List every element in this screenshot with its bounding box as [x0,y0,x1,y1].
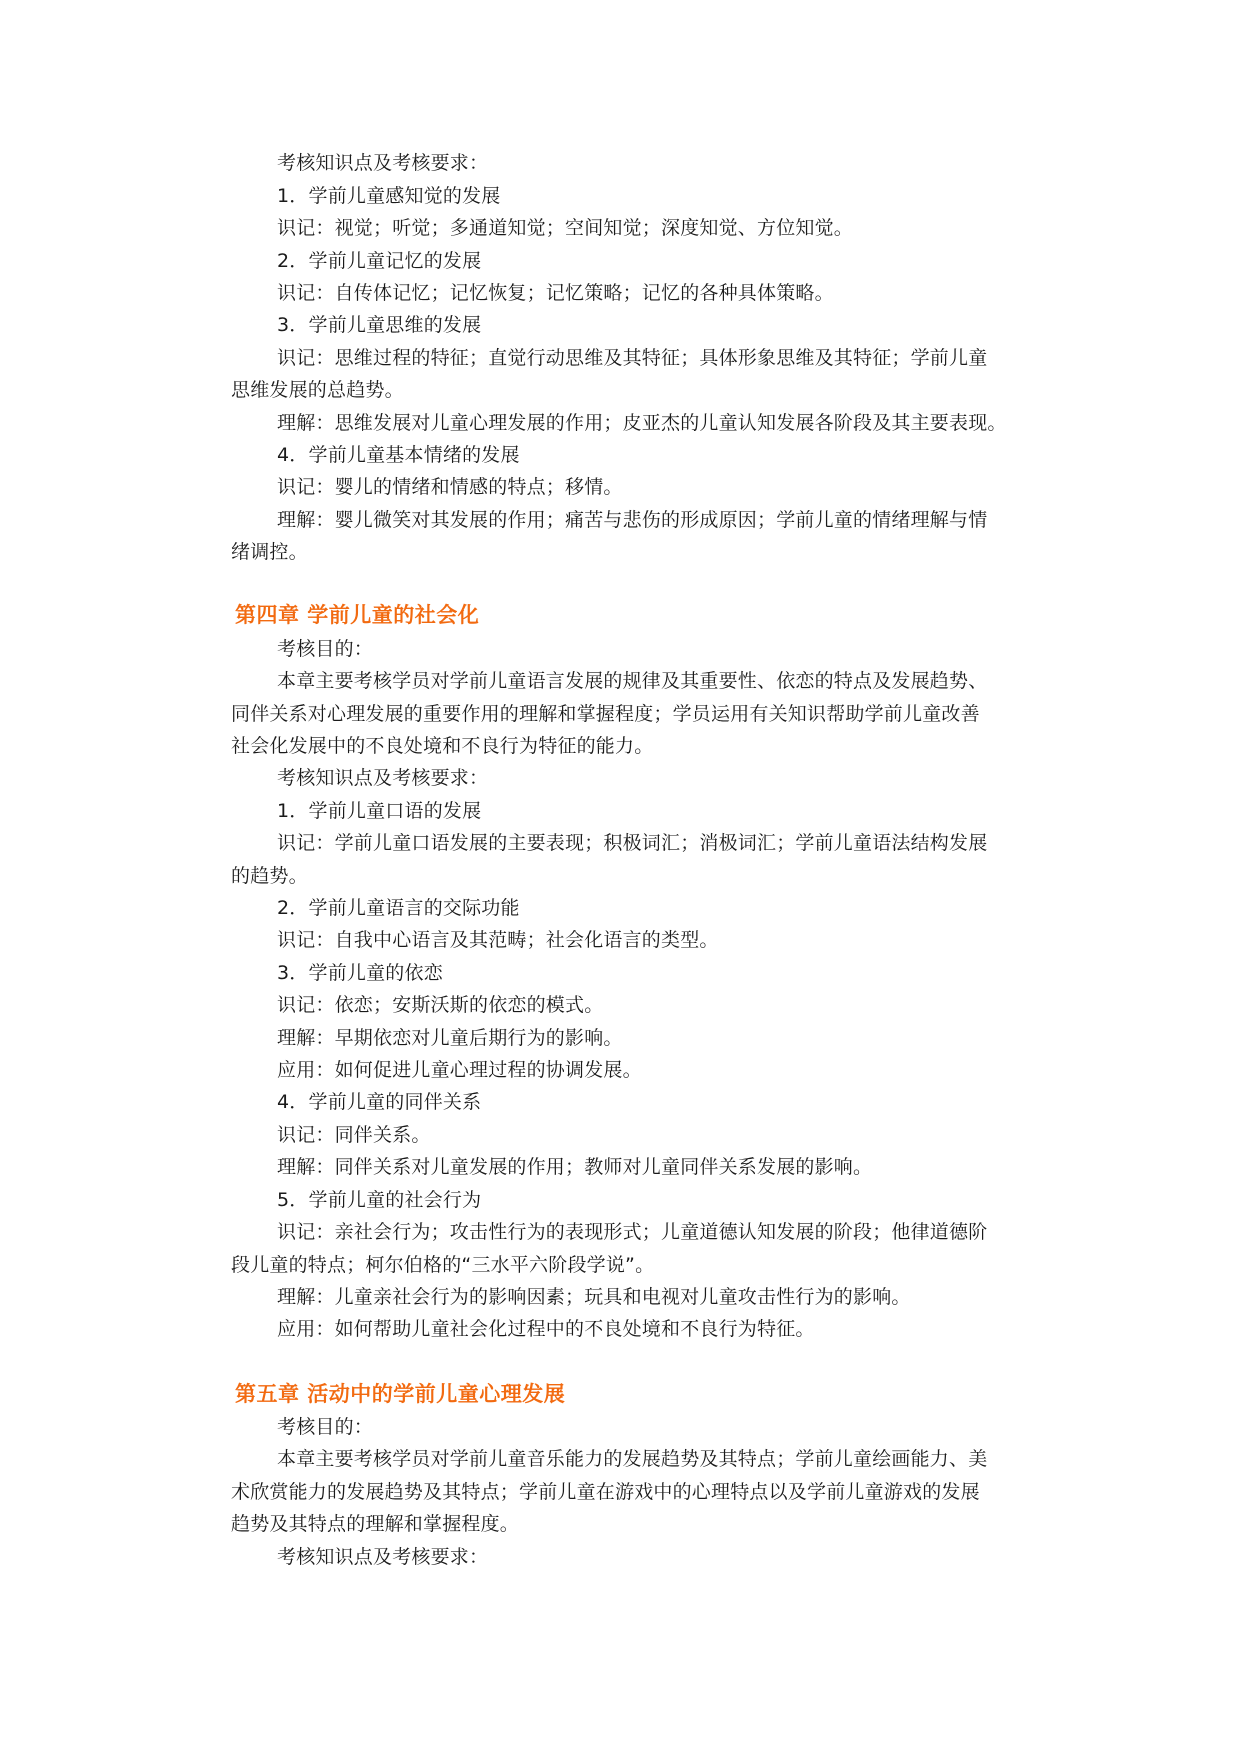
topic-heading: 1．学前儿童感知觉的发展 [277,185,501,207]
text-line: 识记：婴儿的情绪和情感的特点；移情。 [277,476,623,498]
text-line: 同伴关系对心理发展的重要作用的理解和掌握程度；学员运用有关知识帮助学前儿童改善 [231,703,980,725]
text-line: 绪调控。 [231,541,308,563]
text-line: 理解：同伴关系对儿童发展的作用；教师对儿童同伴关系发展的影响。 [277,1156,873,1178]
topic-heading: 2．学前儿童记忆的发展 [277,250,482,272]
text-line: 理解：思维发展对儿童心理发展的作用；皮亚杰的儿童认知发展各阶段及其主要表现。 [277,412,1007,434]
text-line: 思维发展的总趋势。 [231,379,404,401]
text-line: 识记：亲社会行为；攻击性行为的表现形式；儿童道德认知发展的阶段；他律道德阶 [277,1221,988,1243]
text-line: 术欣赏能力的发展趋势及其特点；学前儿童在游戏中的心理特点以及学前儿童游戏的发展 [231,1481,980,1503]
text-line: 理解：儿童亲社会行为的影响因素；玩具和电视对儿童攻击性行为的影响。 [277,1286,911,1308]
requirements-heading: 考核知识点及考核要求： [277,152,489,174]
requirements-heading: 考核知识点及考核要求： [277,767,489,789]
text-line: 识记：自我中心语言及其范畴；社会化语言的类型。 [277,929,719,951]
text-line: 段儿童的特点；柯尔伯格的“三水平六阶段学说”。 [231,1254,655,1276]
text-line: 应用：如何帮助儿童社会化过程中的不良处境和不良行为特征。 [277,1318,815,1340]
chapter-4-title: 第四章 学前儿童的社会化 [235,603,480,627]
topic-heading: 1．学前儿童口语的发展 [277,800,482,822]
text-line: 识记：同伴关系。 [277,1124,431,1146]
exam-purpose-heading: 考核目的： [277,638,374,660]
text-line: 的趋势。 [231,865,308,887]
topic-heading: 4．学前儿童的同伴关系 [277,1091,482,1113]
requirements-heading: 考核知识点及考核要求： [277,1546,489,1568]
text-line: 识记：依恋；安斯沃斯的依恋的模式。 [277,994,604,1016]
text-line: 趋势及其特点的理解和掌握程度。 [231,1513,520,1535]
text-line: 本章主要考核学员对学前儿童音乐能力的发展趋势及其特点；学前儿童绘画能力、美 [277,1448,988,1470]
topic-heading: 2．学前儿童语言的交际功能 [277,897,520,919]
text-line: 本章主要考核学员对学前儿童语言发展的规律及其重要性、依恋的特点及发展趋势、 [277,670,988,692]
topic-heading: 5．学前儿童的社会行为 [277,1189,482,1211]
text-line: 理解：婴儿微笑对其发展的作用；痛苦与悲伤的形成原因；学前儿童的情绪理解与情 [277,509,988,531]
text-line: 应用：如何促进儿童心理过程的协调发展。 [277,1059,642,1081]
chapter-5-title: 第五章 活动中的学前儿童心理发展 [235,1382,566,1406]
text-line: 识记：思维过程的特征；直觉行动思维及其特征；具体形象思维及其特征；学前儿童 [277,347,988,369]
text-line: 识记：学前儿童口语发展的主要表现；积极词汇；消极词汇；学前儿童语法结构发展 [277,832,988,854]
text-line: 识记：自传体记忆；记忆恢复；记忆策略；记忆的各种具体策略。 [277,282,834,304]
text-line: 社会化发展中的不良处境和不良行为特征的能力。 [231,735,654,757]
exam-purpose-heading: 考核目的： [277,1416,374,1438]
topic-heading: 4．学前儿童基本情绪的发展 [277,444,520,466]
text-line: 识记：视觉；听觉；多通道知觉；空间知觉；深度知觉、方位知觉。 [277,217,854,239]
text-line: 理解：早期依恋对儿童后期行为的影响。 [277,1027,623,1049]
topic-heading: 3．学前儿童思维的发展 [277,314,482,336]
topic-heading: 3．学前儿童的依恋 [277,962,443,984]
